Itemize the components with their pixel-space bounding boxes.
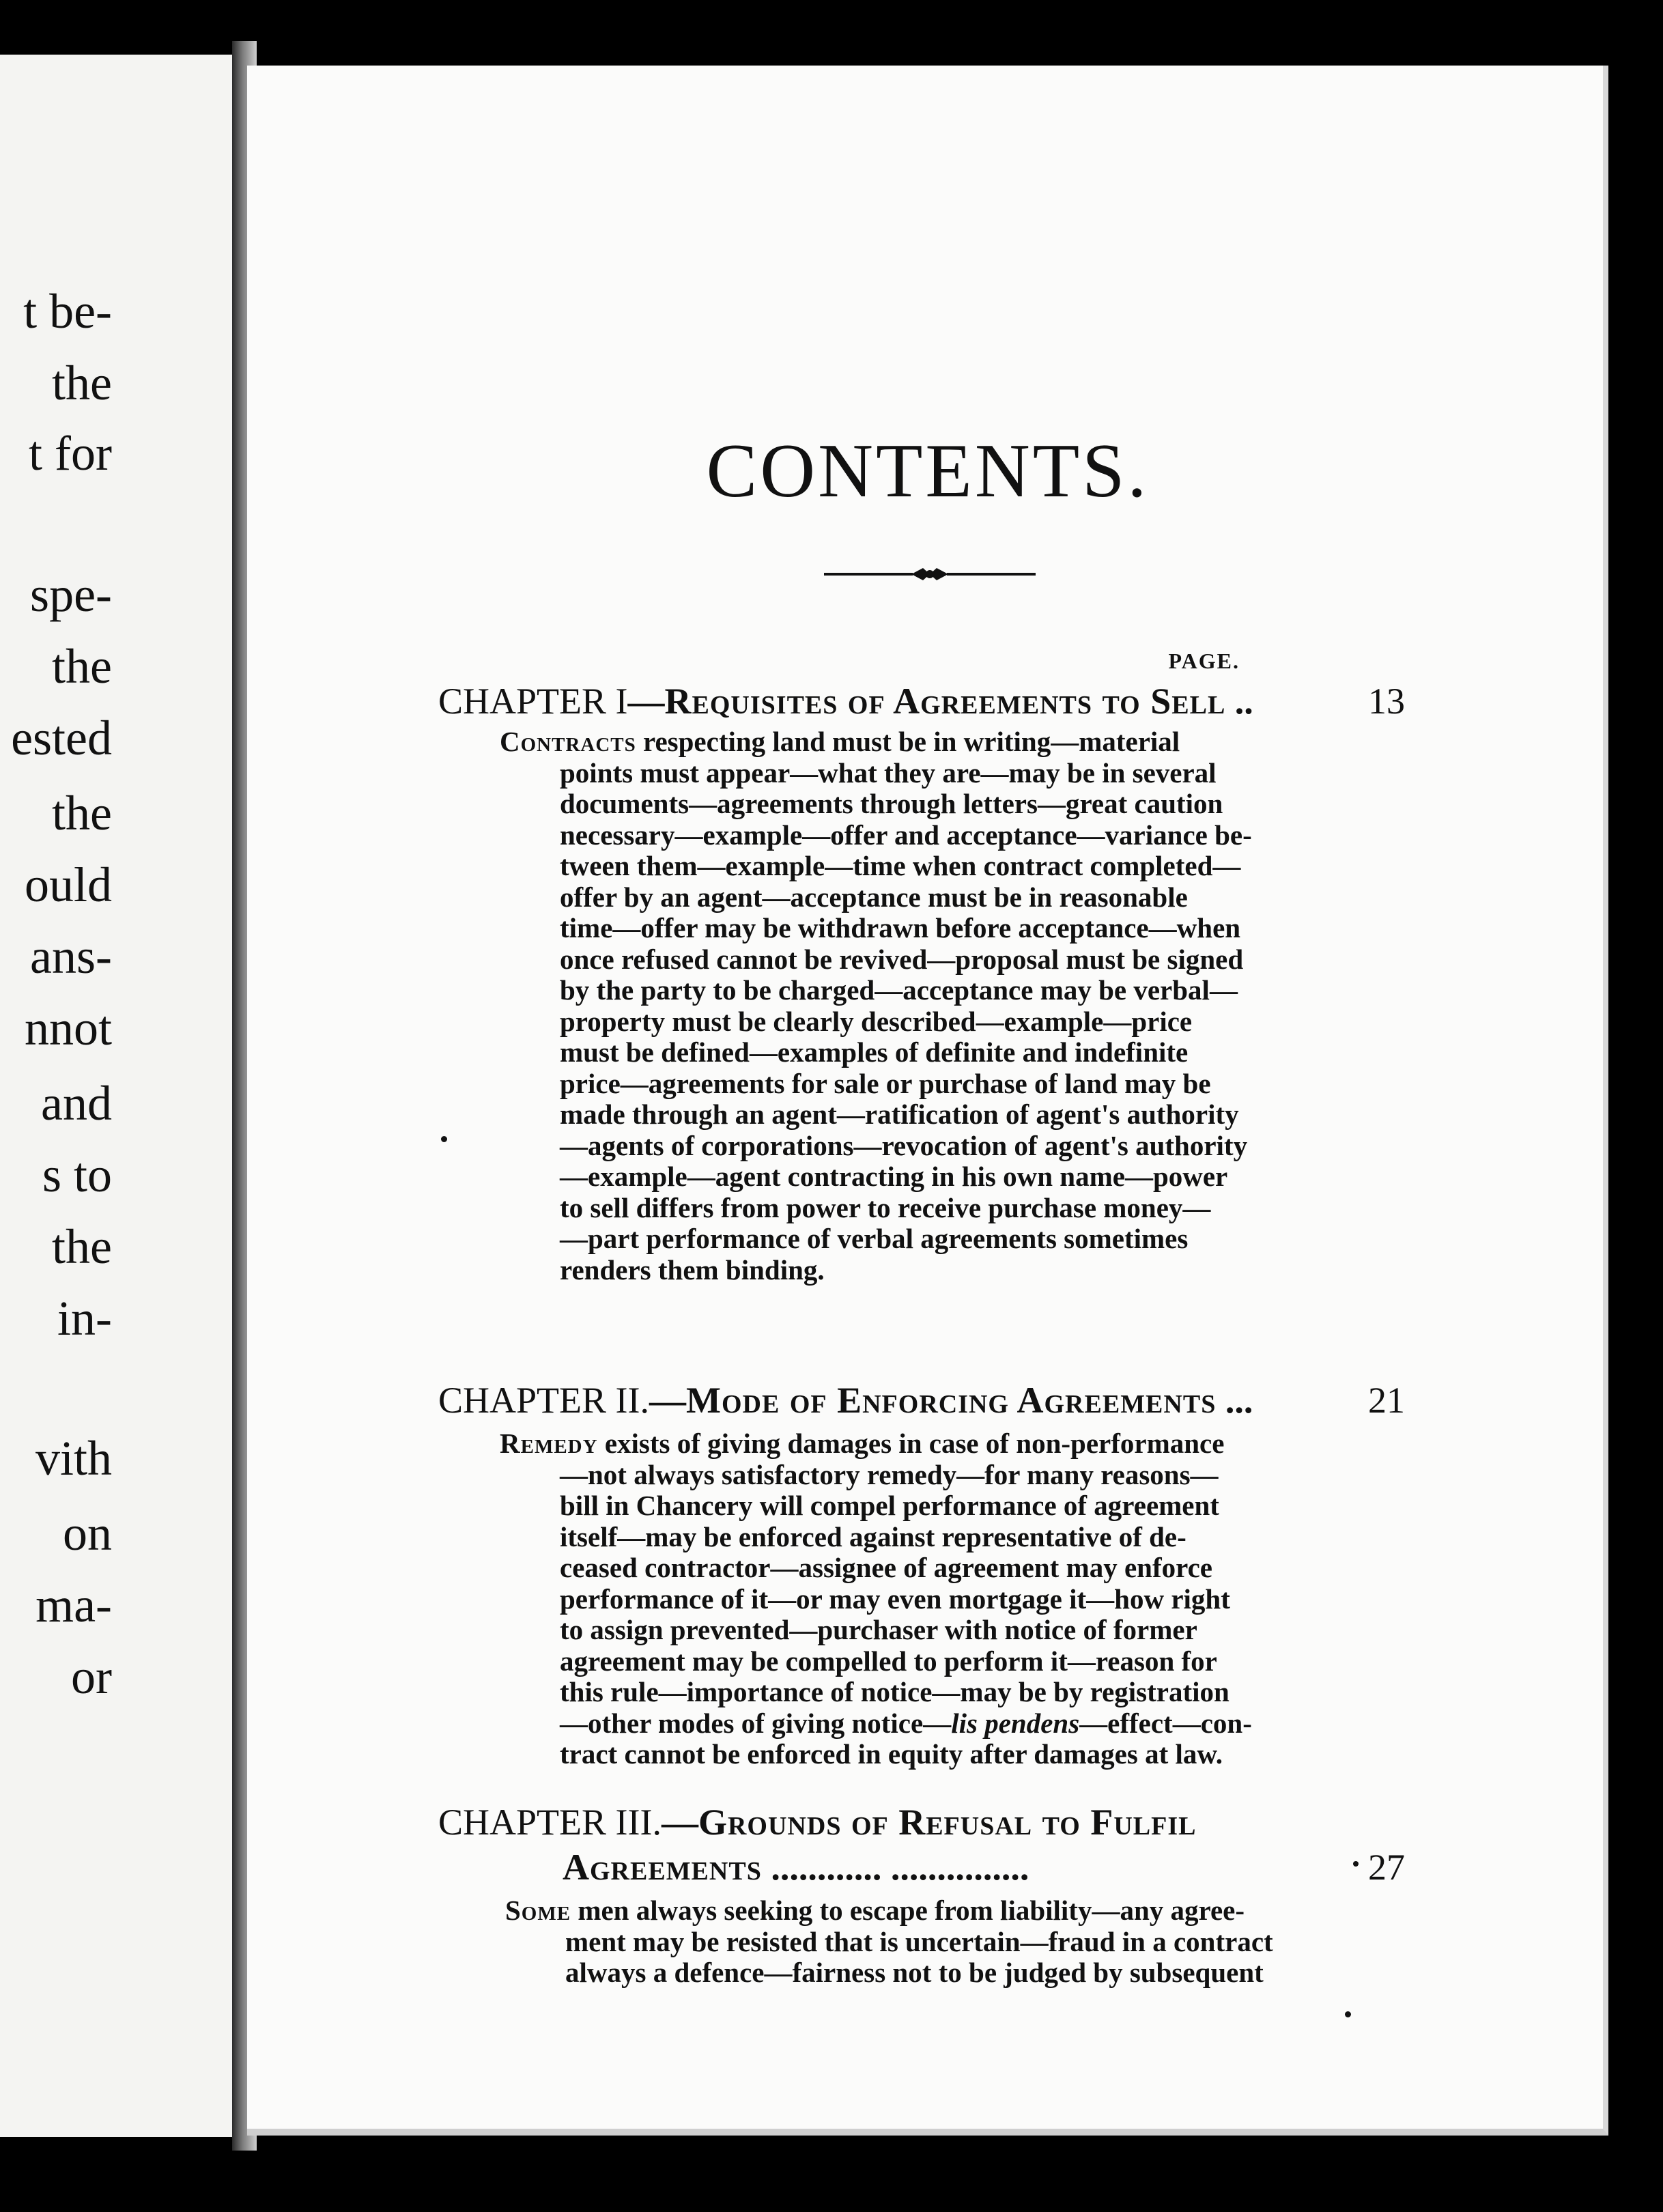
- contents-page: [247, 66, 1608, 2136]
- summary-line: offer by an agent—acceptance must be in reasonable: [560, 881, 1188, 913]
- summary-line: once refused cannot be revived—proposal must be signed: [560, 943, 1244, 975]
- left-page-fragment: t for: [29, 426, 112, 481]
- left-page-fragment: the: [52, 356, 112, 410]
- summary-lead-word: Contracts: [500, 726, 636, 757]
- summary-line: to sell differs from power to receive purchase money—: [560, 1191, 1211, 1223]
- left-page-fragment: t be-: [23, 284, 112, 339]
- chapter-label: CHAPTER I: [438, 681, 628, 722]
- summary-line: ment may be resisted that is uncertain—fraud in a contract: [565, 1925, 1273, 1957]
- summary-line: must be defined—examples of definite and indefinite: [560, 1036, 1189, 1068]
- summary-italic-term: lis pendens: [951, 1707, 1080, 1739]
- summary-line: always a defence—fairness not to be judged by subsequent: [565, 1957, 1264, 1988]
- left-page-fragment: in-: [57, 1291, 112, 1346]
- chapter-separator: —: [649, 1380, 686, 1421]
- page-title: CONTENTS.: [706, 429, 1150, 513]
- chapter-title: Grounds of Refusal to Fulfil: [698, 1802, 1197, 1843]
- left-page-fragment: or: [71, 1649, 112, 1704]
- summary-line: agreement may be compelled to perform it—reason for: [560, 1645, 1217, 1677]
- summary-lead-word: Remedy: [500, 1428, 598, 1459]
- chapter-separator: —: [661, 1802, 698, 1843]
- summary-line: property must be clearly described—example—price: [560, 1005, 1193, 1037]
- summary-line: necessary—example—offer and acceptance—variance be-: [560, 819, 1252, 851]
- summary-line: —effect—con-: [1079, 1707, 1252, 1739]
- left-page-fragment: and: [41, 1076, 112, 1131]
- summary-line: itself—may be enforced against representative of de-: [560, 1520, 1186, 1552]
- left-page-fragment: s to: [42, 1148, 112, 1202]
- left-page-fragment: ested: [11, 711, 112, 765]
- left-page-fragment: vith: [35, 1431, 112, 1486]
- summary-line: documents—agreements through letters—great caution: [560, 788, 1223, 819]
- chapter-label: CHAPTER II.: [438, 1380, 649, 1421]
- dot-leader: ............ ...............: [771, 1847, 1029, 1888]
- summary-line: exists of giving damages in case of non-performance: [597, 1428, 1225, 1459]
- chapter-label: CHAPTER III.: [438, 1802, 662, 1843]
- left-page-fragment: ould: [24, 857, 112, 912]
- chapter-title-continued: Agreements: [563, 1847, 762, 1888]
- scan-speck: [1353, 1861, 1359, 1867]
- chapter-heading: [438, 1378, 1401, 1423]
- summary-line: renders them binding.: [560, 1253, 825, 1286]
- chapter-heading-continued: [563, 1845, 1382, 1890]
- summary-line: time—offer may be withdrawn before acceptance—when: [560, 912, 1241, 944]
- summary-line: ceased contractor—assignee of agreement may enforce: [560, 1552, 1212, 1583]
- chapter-page-number: 13: [1368, 681, 1405, 722]
- summary-line: —part performance of verbal agreements sometimes: [560, 1223, 1189, 1254]
- summary-line: —agents of corporations—revocation of agent's authority: [560, 1129, 1248, 1161]
- left-page-fragment: ma-: [35, 1578, 112, 1632]
- left-page-fragment: the: [52, 786, 112, 840]
- summary-line: to assign prevented—purchaser with notice of former: [560, 1614, 1197, 1645]
- left-page-fragment: the: [52, 1219, 112, 1274]
- left-page-fragment: the: [52, 639, 112, 694]
- summary-line: bill in Chancery will compel performance of agreement: [560, 1490, 1219, 1521]
- chapter-title: Requisites of Agreements to Sell: [664, 681, 1226, 722]
- chapter-summary: [500, 1428, 1606, 1770]
- summary-line: men always seeking to escape from liability—any agree-: [571, 1895, 1245, 1926]
- summary-line: performance of it—or may even mortgage it—how right: [560, 1583, 1230, 1615]
- dot-leader: ..: [1234, 681, 1253, 722]
- summary-line: respecting land must be in writing—material: [636, 726, 1180, 757]
- left-page-fragment: on: [63, 1506, 112, 1561]
- summary-line: —example—agent contracting in his own name—power: [560, 1161, 1228, 1192]
- summary-lead-word: Some: [505, 1895, 571, 1926]
- summary-line: this rule—importance of notice—may be by registration: [560, 1676, 1230, 1707]
- chapter-heading: [438, 679, 1401, 724]
- left-page-fragment: ans-: [30, 929, 112, 984]
- chapter-page-number: 27: [1368, 1847, 1405, 1888]
- dot-leader: ...: [1225, 1380, 1253, 1421]
- chapter-summary: [505, 1895, 1611, 1989]
- summary-line: points must appear—what they are—may be in several: [560, 756, 1217, 789]
- scan-speck: [441, 1136, 447, 1142]
- summary-line: tract cannot be enforced in equity after damages at law.: [560, 1738, 1223, 1770]
- left-page-fragment: spe-: [30, 567, 112, 622]
- page-column-header: PAGE.: [1168, 649, 1240, 673]
- ornament-rule-icon: [824, 564, 1036, 584]
- chapter-heading: [438, 1800, 1401, 1845]
- summary-line: made through an agent—ratification of agent's authority: [560, 1098, 1239, 1130]
- summary-line: —not always satisfactory remedy—for many reasons—: [560, 1458, 1219, 1490]
- left-page-fragment: nnot: [24, 1001, 112, 1055]
- chapter-separator: —: [627, 681, 665, 722]
- chapter-summary: [500, 726, 1606, 1286]
- scan-speck: [1345, 2011, 1351, 2017]
- summary-line: —other modes of giving notice—: [560, 1707, 952, 1739]
- chapter-page-number: 21: [1368, 1380, 1405, 1421]
- summary-line: price—agreements for sale or purchase of land may be: [560, 1067, 1211, 1099]
- summary-line: tween them—example—time when contract completed—: [560, 850, 1241, 881]
- chapter-title: Mode of Enforcing Agreements: [686, 1380, 1217, 1421]
- summary-line: by the party to be charged—acceptance may be verbal—: [560, 974, 1238, 1006]
- previous-page: [0, 55, 232, 2137]
